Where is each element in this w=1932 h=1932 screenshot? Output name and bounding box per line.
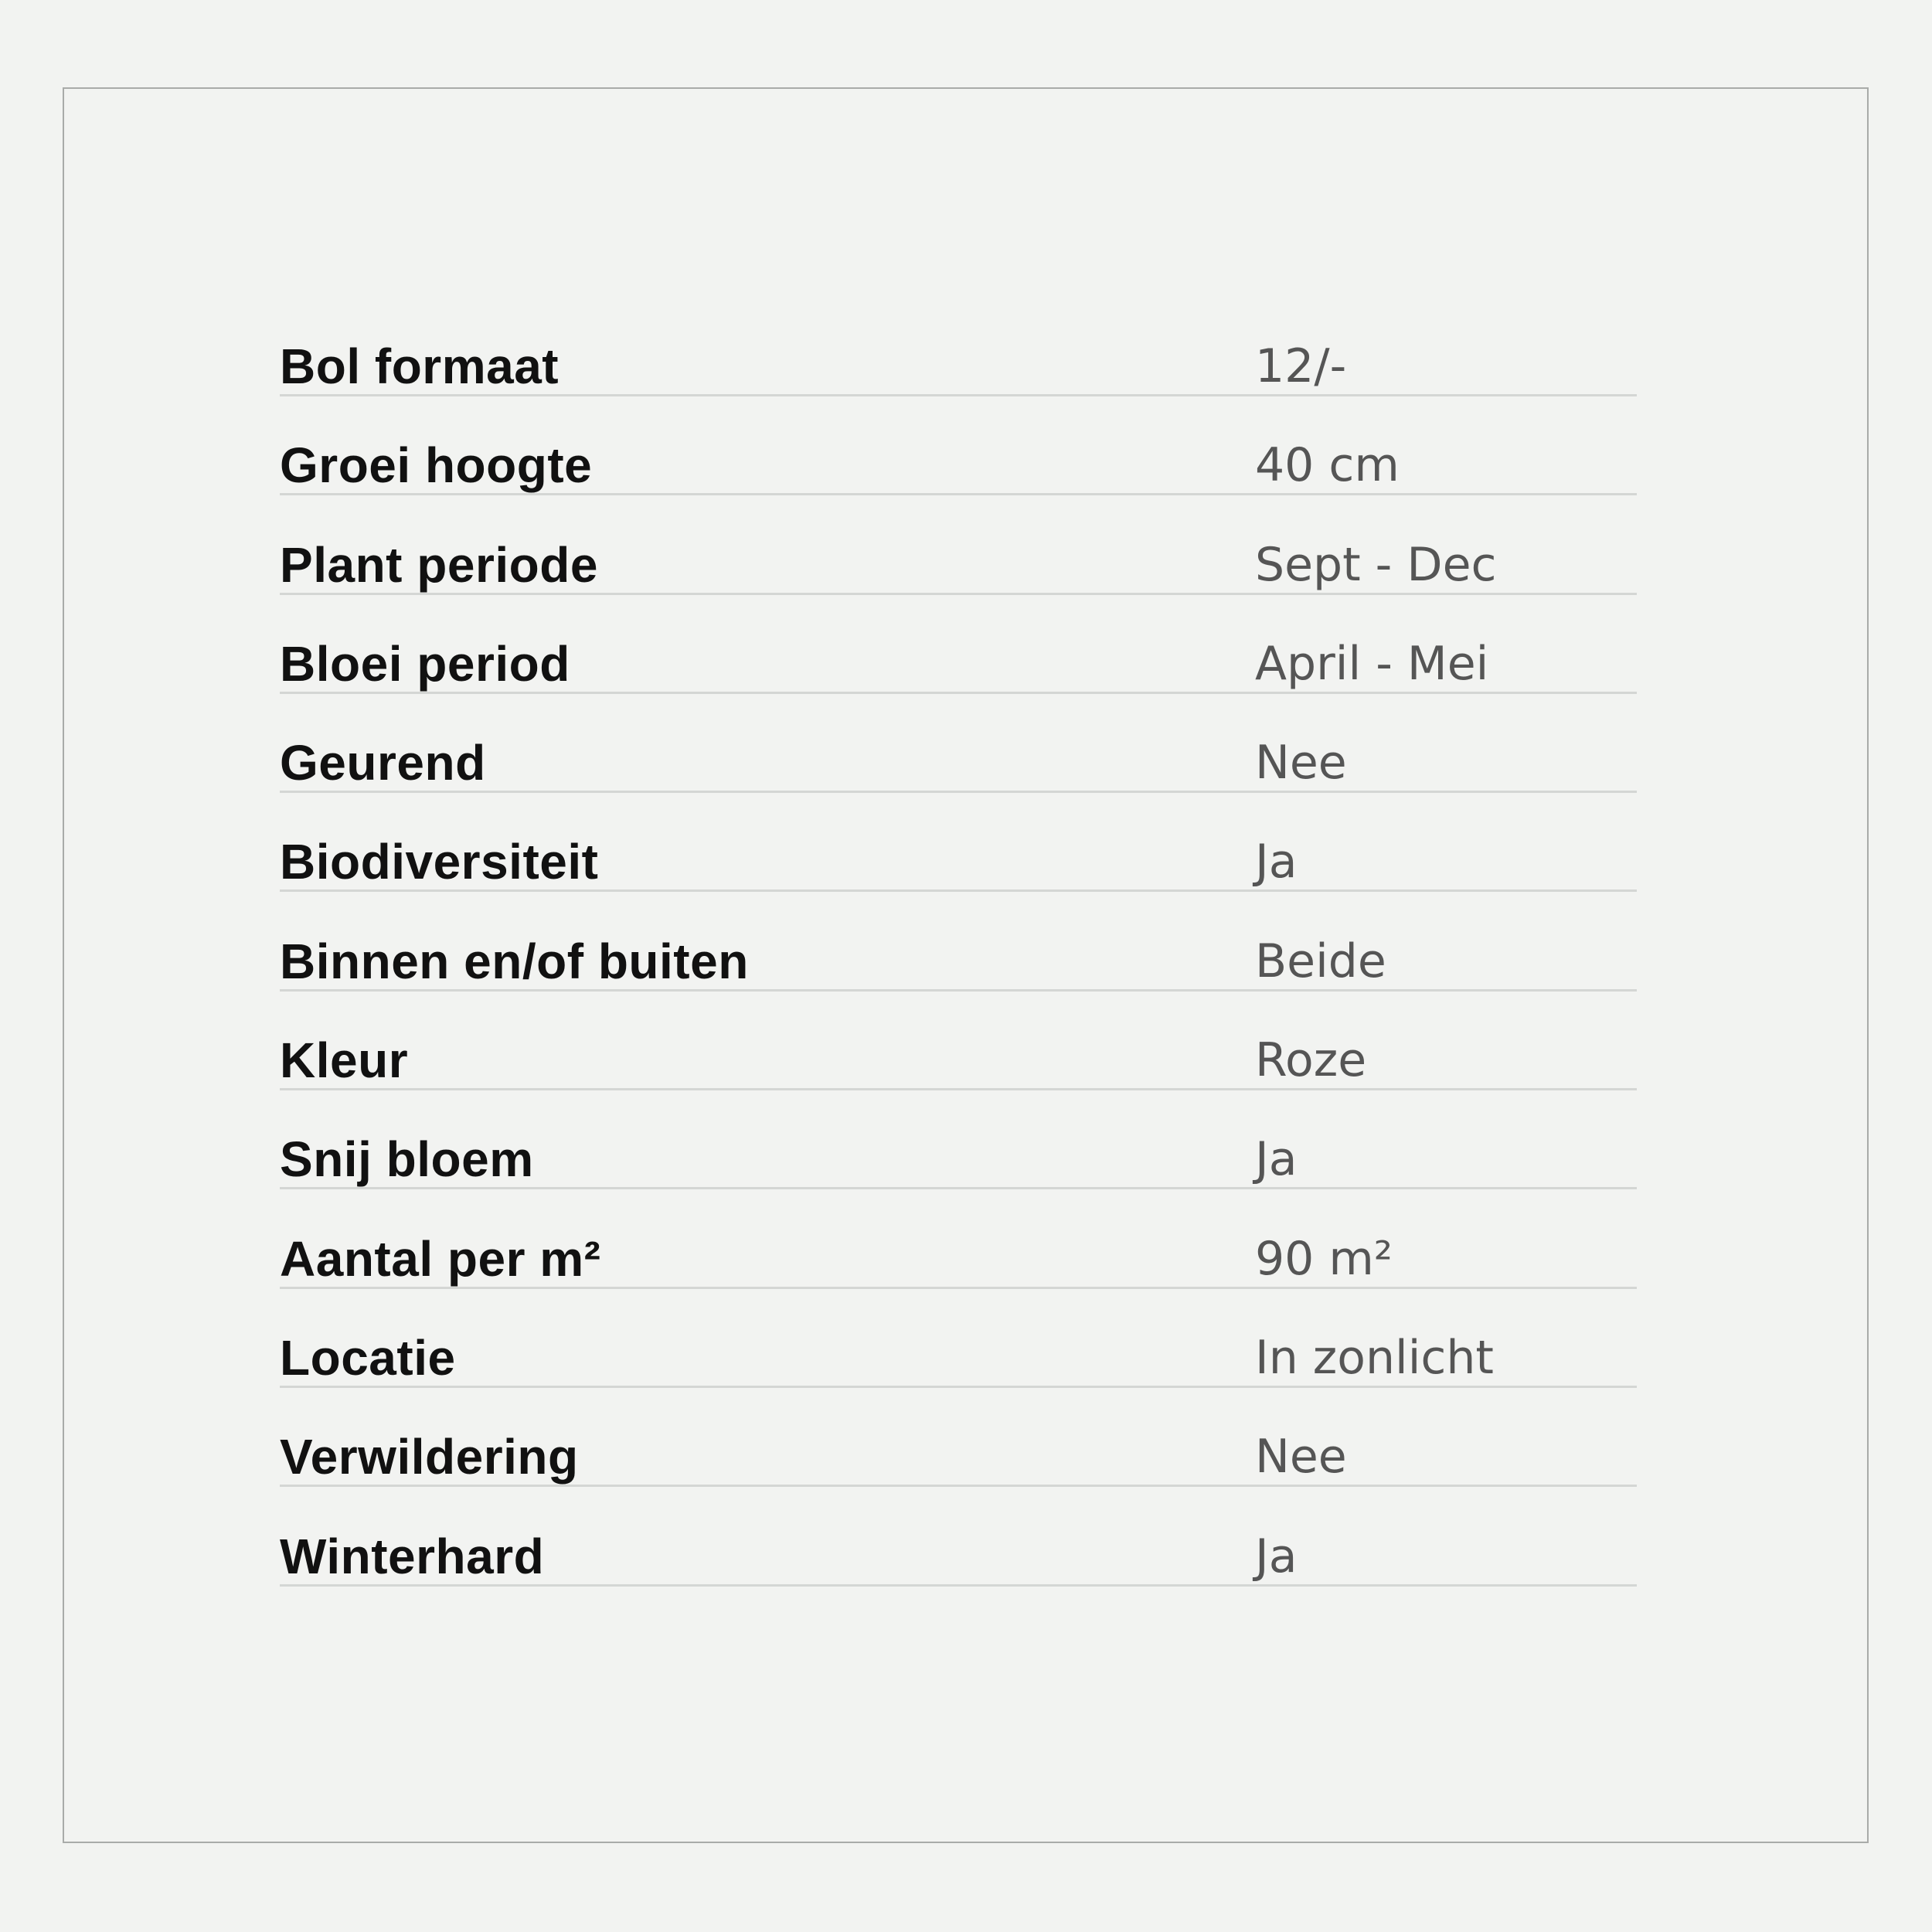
spec-label: Locatie — [280, 1329, 456, 1386]
spec-label: Kleur — [280, 1032, 409, 1089]
row-divider — [280, 791, 1637, 793]
spec-row-bloei-period — [280, 631, 1637, 730]
spec-label: Biodiversiteit — [280, 834, 599, 890]
spec-value: 90 m² — [1255, 1231, 1393, 1286]
spec-value: In zonlicht — [1255, 1330, 1494, 1385]
spec-row-groei-hoogte — [280, 433, 1637, 532]
spec-label: Geurend — [280, 735, 486, 791]
row-divider — [280, 692, 1637, 694]
row-divider — [280, 1584, 1637, 1587]
spec-table — [280, 334, 1637, 1623]
spec-row-winterhard — [280, 1524, 1637, 1623]
spec-label: Aantal per m² — [280, 1230, 601, 1287]
spec-value: April - Mei — [1255, 636, 1489, 691]
spec-row-geurend — [280, 730, 1637, 829]
spec-label: Bol formaat — [280, 338, 560, 394]
row-divider — [280, 1287, 1637, 1289]
spec-row-verwildering — [280, 1424, 1637, 1523]
spec-row-bol-formaat — [280, 334, 1637, 433]
row-divider — [280, 394, 1637, 396]
row-divider — [280, 1386, 1637, 1388]
spec-label: Groei hoogte — [280, 437, 593, 494]
row-divider — [280, 493, 1637, 495]
spec-label: Verwildering — [280, 1429, 579, 1485]
spec-value: Nee — [1255, 736, 1347, 791]
spec-label: Bloei period — [280, 635, 570, 692]
spec-value: Ja — [1255, 1529, 1298, 1583]
row-divider — [280, 889, 1637, 892]
spec-row-kleur — [280, 1028, 1637, 1127]
spec-value: 40 cm — [1255, 438, 1400, 493]
spec-row-binnen-en-of-buiten — [280, 929, 1637, 1028]
spec-value: 12/- — [1255, 339, 1347, 393]
spec-value: Ja — [1255, 835, 1298, 889]
spec-value: Sept - Dec — [1255, 537, 1497, 592]
spec-row-snij-bloem — [280, 1127, 1637, 1226]
row-divider — [280, 989, 1637, 992]
spec-row-plant-periode — [280, 532, 1637, 631]
spec-value: Ja — [1255, 1132, 1298, 1187]
row-divider — [280, 1088, 1637, 1090]
spec-row-biodiversiteit — [280, 829, 1637, 928]
spec-label: Snij bloem — [280, 1131, 534, 1188]
spec-row-aantal-per-m2 — [280, 1226, 1637, 1325]
spec-value: Beide — [1255, 934, 1386, 988]
row-divider — [280, 593, 1637, 595]
spec-label: Plant periode — [280, 536, 598, 593]
spec-label: Binnen en/of buiten — [280, 933, 749, 989]
spec-value: Roze — [1255, 1033, 1367, 1088]
row-divider — [280, 1485, 1637, 1487]
row-divider — [280, 1187, 1637, 1189]
spec-row-locatie — [280, 1325, 1637, 1424]
spec-label: Winterhard — [280, 1528, 545, 1584]
spec-value: Nee — [1255, 1430, 1347, 1485]
